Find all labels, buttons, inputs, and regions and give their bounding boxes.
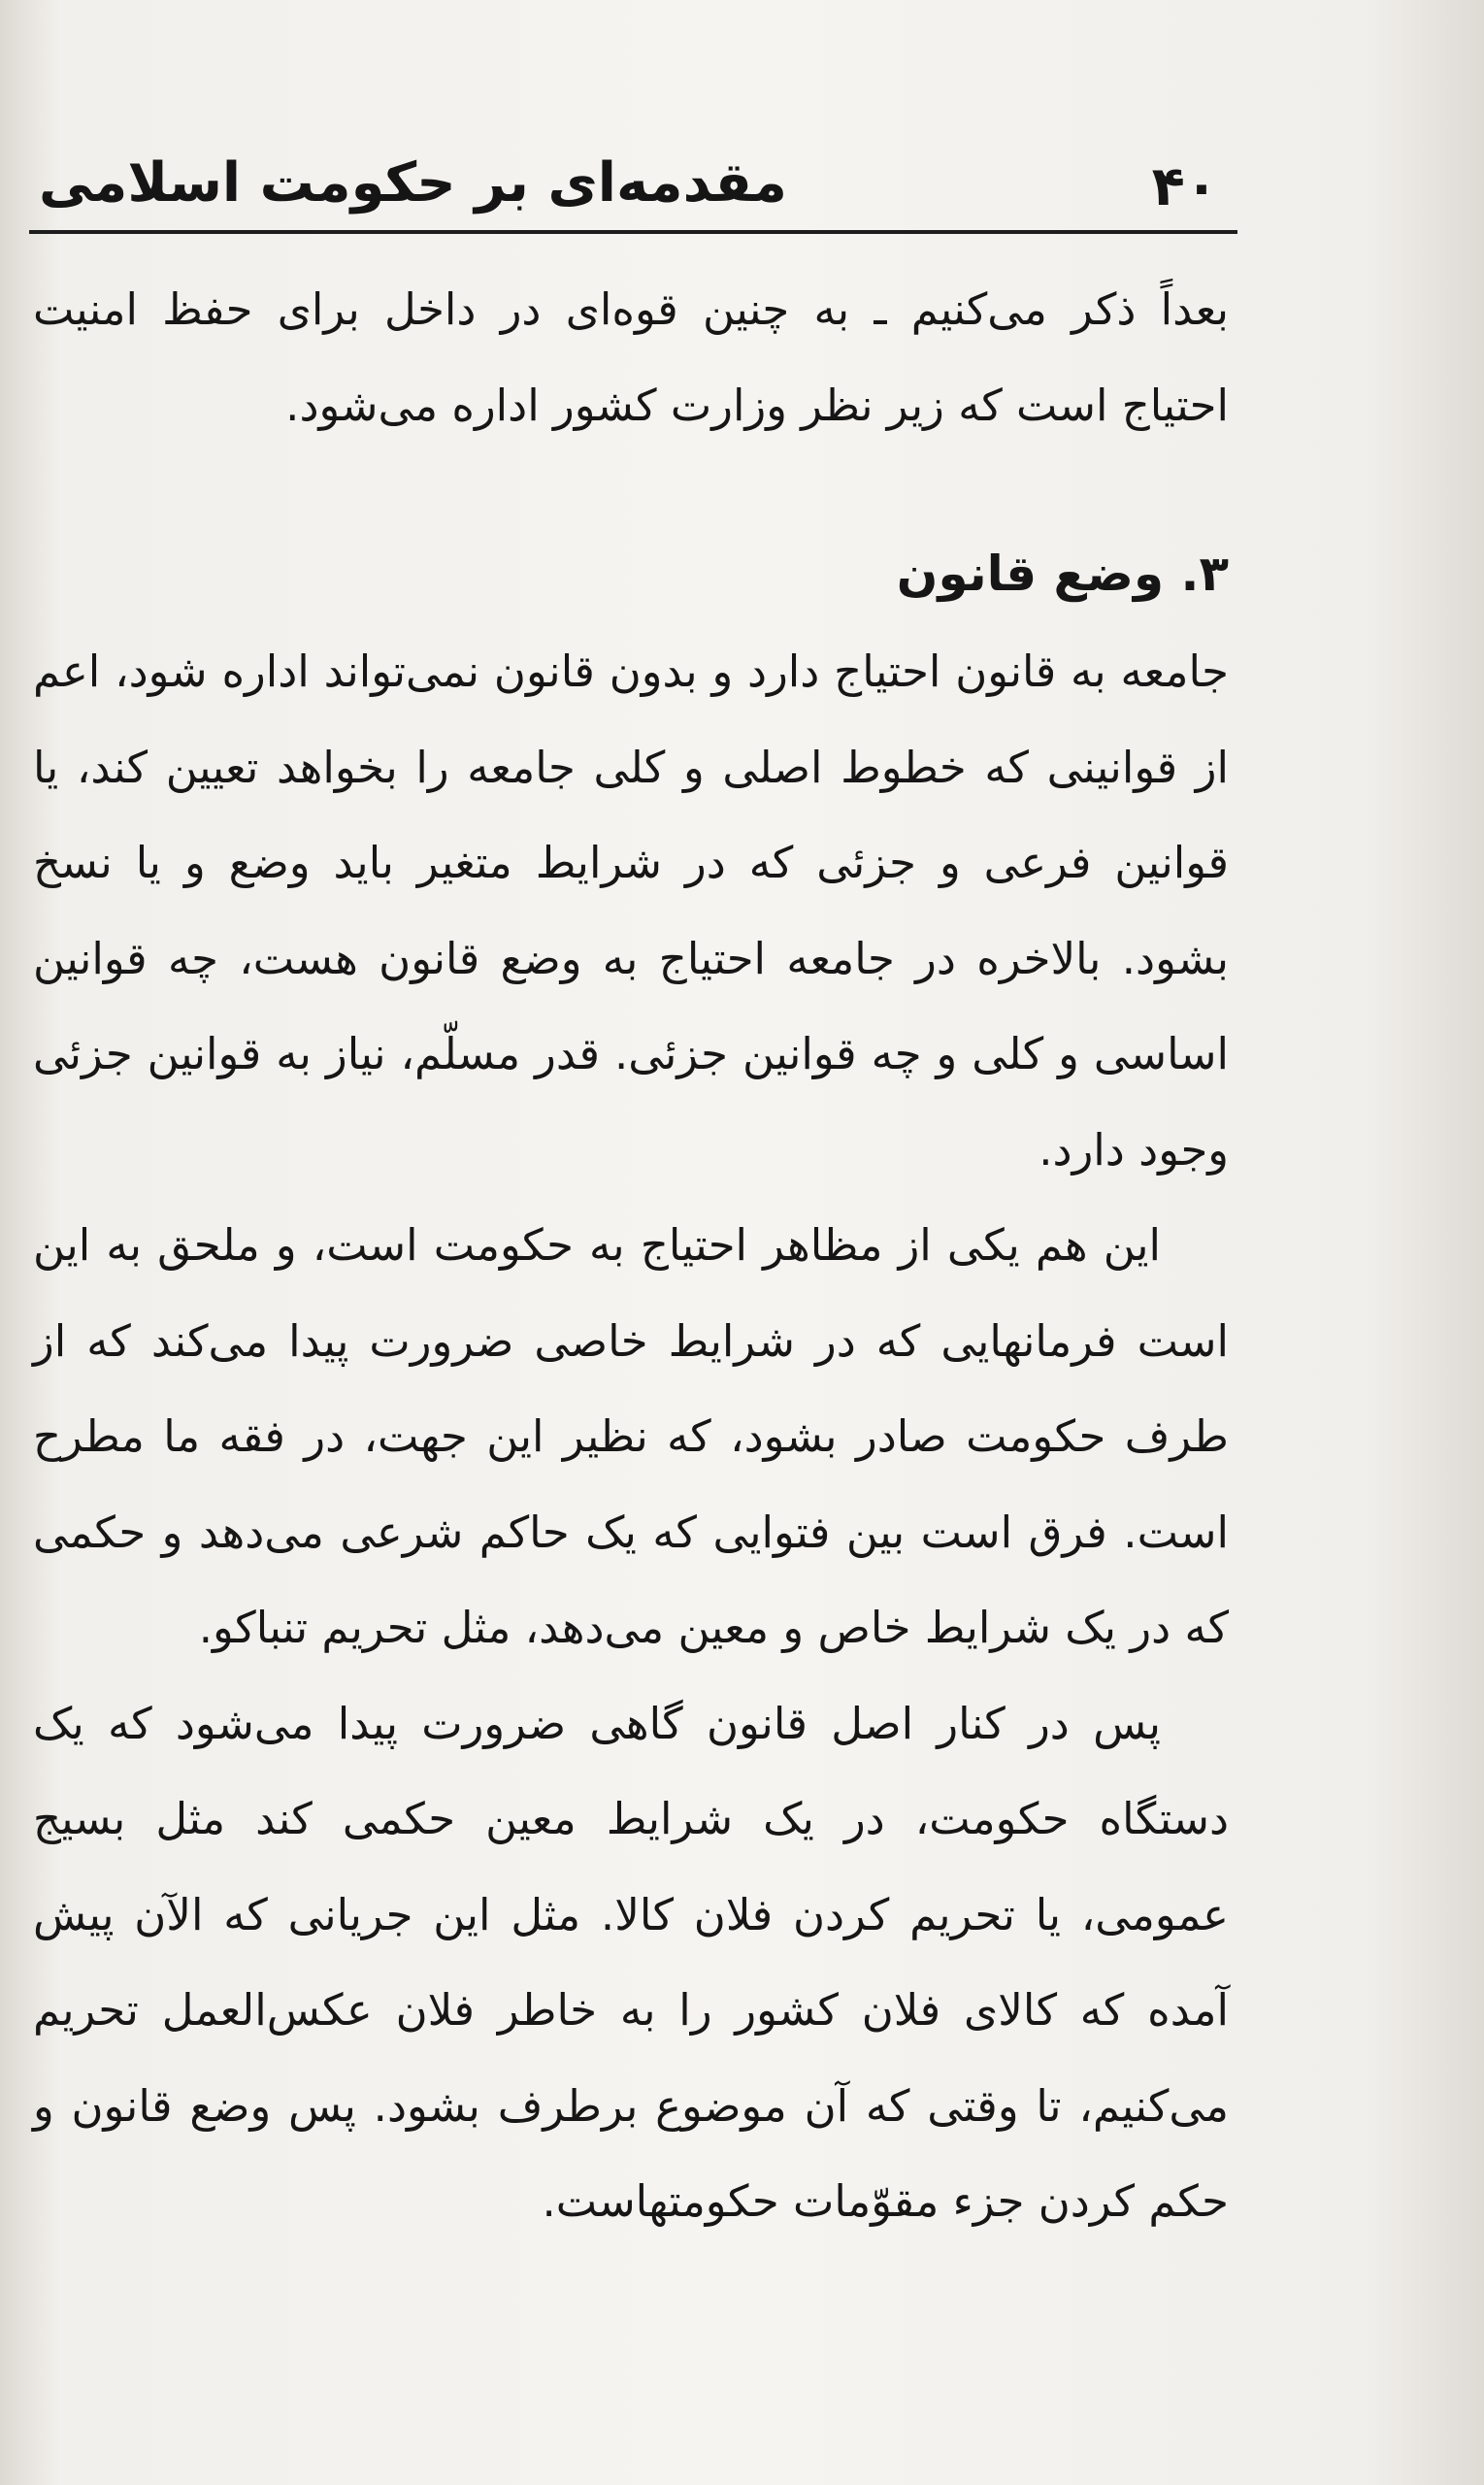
paragraph-2: این هم یکی از مظاهر احتیاج به حکومت است، و ملحق به این است فرمانهایی که در شرایط خاصی ضرورت پیدا می‌کند که از طرف حکومت صادر بشود، که نظیر این جهت، در فقه ما مطرح است. فرق است بین فتوایی که یک حاکم شرعی می‌دهد و حکمی که در یک شرایط خاص و معین می‌دهد، مثل تحریم تنباکو. xyxy=(33,1219,1229,1653)
intro-paragraph: بعداً ذکر می‌کنیم ـ به چنین قوه‌ای در داخل برای حفظ امنیت احتیاج است که زیر نظر وزارت کشور اداره می‌شود. xyxy=(33,283,1229,431)
paragraph-3: پس در کنار اصل قانون گاهی ضرورت پیدا می‌شود که یک دستگاه حکومت، در یک شرایط معین حکمی کند مثل بسیج عمومی، یا تحریم کردن فلان کالا. مثل این جریانی که الآن پیش آمده که کالای فلان کشور را به خاطر فلان عکس‌العمل تحریم می‌کنیم، تا وقتی که آن موضوع برطرف بشود. پس وضع قانون و حکم کردن جزء مقوّمات حکومتهاست. xyxy=(33,1697,1229,2227)
section-spacer xyxy=(33,453,1229,523)
header-rule xyxy=(29,230,1237,234)
page-body xyxy=(33,262,1229,2250)
page-number: ۴۰ xyxy=(1151,155,1218,218)
page-header xyxy=(29,136,1237,233)
paragraph-1: جامعه به قانون احتیاج دارد و بدون قانون نمی‌تواند اداره شود، اعم از قوانینی که خطوط اصلی و کلی جامعه را بخواهد تعیین کند، یا قوانین فرعی و جزئی که در شرایط متغیر باید وضع و یا نسخ بشود. بالاخره در جامعه احتیاج به وضع قانون هست، چه قوانین اساسی و کلی و چه قوانین جزئی. قدر مسلّم، نیاز به قوانین جزئی وجود دارد. xyxy=(33,646,1229,1176)
section-heading: ۳. وضع قانون xyxy=(896,546,1229,602)
running-title: مقدمه‌ای بر حکومت اسلامی xyxy=(39,151,787,215)
